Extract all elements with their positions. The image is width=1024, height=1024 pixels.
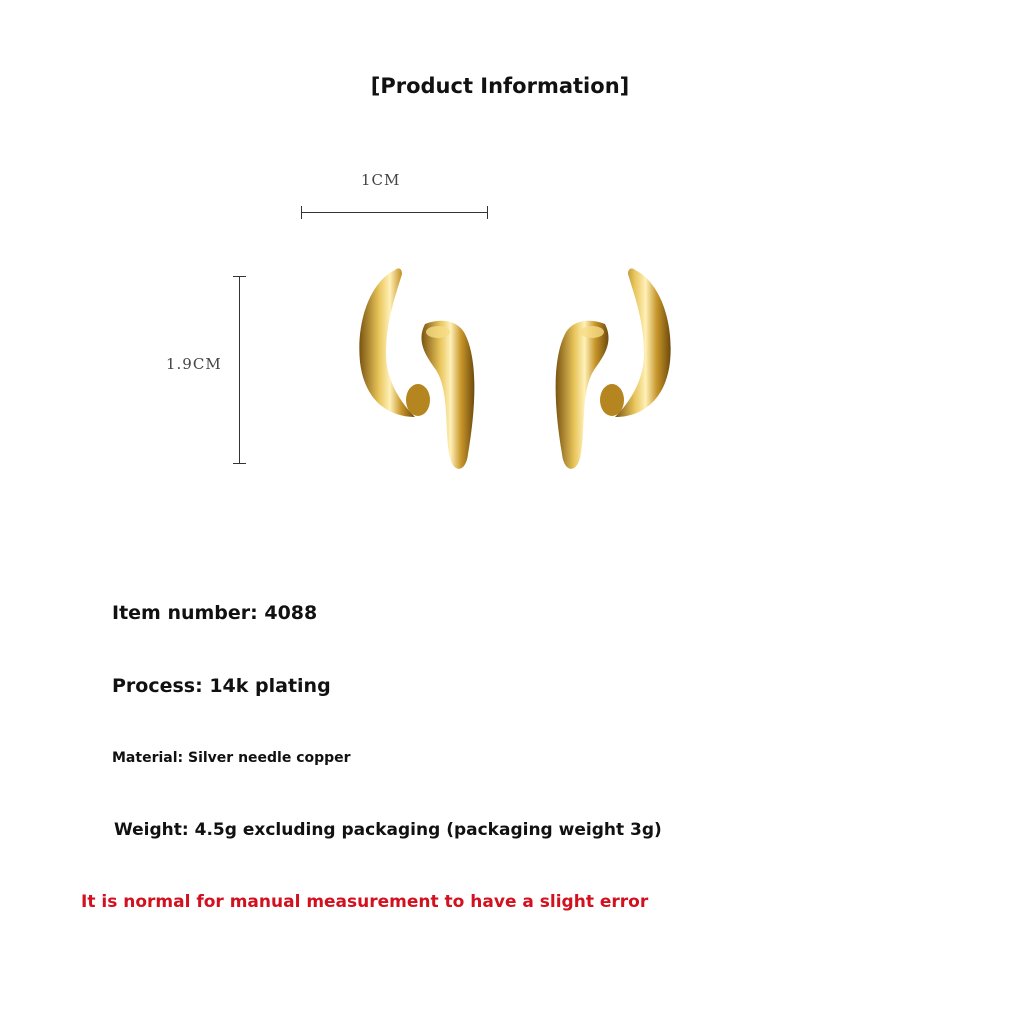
material-text: Material: Silver needle copper — [112, 750, 351, 766]
process-text: Process: 14k plating — [112, 675, 331, 697]
page-title: [Product Information] — [370, 74, 630, 98]
item-number-text: Item number: 4088 — [112, 602, 318, 624]
left-earring — [359, 268, 474, 468]
width-dimension-label: 1CM — [361, 171, 401, 189]
width-dimension-line — [301, 212, 488, 213]
height-dimension-line — [239, 276, 240, 464]
right-earring — [556, 268, 671, 468]
gold-earrings-image — [340, 262, 690, 482]
height-dimension-label: 1.9CM — [166, 355, 222, 373]
measurement-error-note: It is normal for manual measurement to have a slight error — [81, 892, 649, 912]
weight-text: Weight: 4.5g excluding packaging (packaging weight 3g) — [114, 820, 662, 840]
